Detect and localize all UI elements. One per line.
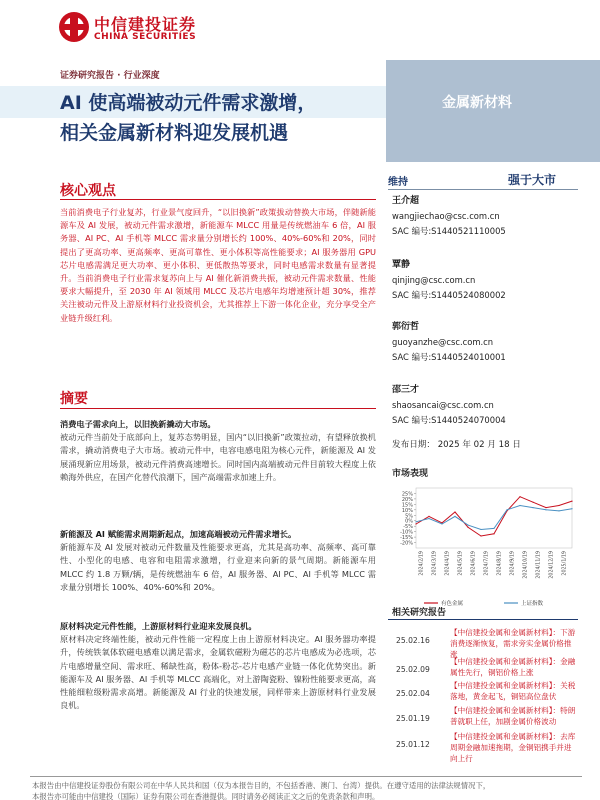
x-tick-label: 2024/3/19 xyxy=(432,551,438,576)
y-tick-label: 25% xyxy=(401,491,413,498)
analyst-email[interactable]: shaosancai@csc.com.cn xyxy=(392,400,494,410)
analyst-sac: SAC 编号:S1440524080002 xyxy=(392,290,506,300)
related-text[interactable]: 【中信建投金属和金属新材料】：金融属性先行，铜铝价格上涨 xyxy=(450,657,576,677)
analyst-name: 覃静 xyxy=(392,260,411,270)
series-point xyxy=(441,523,442,524)
x-tick-label: 2024/9/19 xyxy=(510,551,516,576)
analyst-name: 王介超 xyxy=(392,196,420,206)
summary-block-head: 新能源及 AI 赋能需求周期新起点，加速高端被动元件需求增长。 xyxy=(60,529,297,539)
analyst-email[interactable]: guoyanzhe@csc.com.cn xyxy=(392,337,494,347)
disclaimer-footer xyxy=(32,780,588,800)
summary-block-2 xyxy=(60,528,376,594)
analyst-name: 邵三才 xyxy=(392,385,420,395)
series-point xyxy=(545,509,546,510)
chart-frame xyxy=(416,488,572,548)
related-date: 25.02.04 xyxy=(396,689,430,698)
x-tick-label: 2024/11/19 xyxy=(536,551,542,579)
related-rule xyxy=(388,619,578,620)
brand-name-en: CHINA SECURITIES xyxy=(94,32,197,42)
analyst-name: 郭衍哲 xyxy=(392,322,420,332)
related-date: 25.02.16 xyxy=(396,636,430,645)
analyst-sac: SAC 编号:S1440521110005 xyxy=(392,226,506,236)
series-point xyxy=(519,505,520,506)
series-point xyxy=(428,516,429,517)
y-tick-label: 20% xyxy=(401,496,413,503)
disclaimer-line: 本报告由中信建投证券股份有限公司在中华人民共和国（仅为本报告目的，不包括香港、澳门、台湾）提供。在遵守适用的法律法规情况下， xyxy=(32,781,491,790)
series-point xyxy=(571,500,572,501)
y-tick-label: 15% xyxy=(401,502,413,509)
series-point xyxy=(519,496,520,497)
x-tick-label: 2024/2/19 xyxy=(419,551,425,576)
logo-emblem-icon xyxy=(58,11,90,43)
x-tick-label: 2025/1/19 xyxy=(562,551,568,576)
summary-block-body: 被动元件当前处于底部向上，复苏态势明显，国内“以旧换新”政策拉动，有望释放换机需求，撬动消费电子大市场。被动元件中，电容电感电阻为核心元件，新能源及 AI 发展涌现新应用场景，被动元件消费高速增长。同时国内高端被动元件目前较大程度上依赖海外供应，在国产化替代浪潮下，国产高端需求加速上升。 xyxy=(60,432,376,482)
series-point xyxy=(454,516,455,517)
analyst-card xyxy=(392,383,582,428)
analyst-sac: SAC 编号:S1440524010001 xyxy=(392,352,506,362)
series-point xyxy=(532,507,533,508)
industry-tag: 金属新材料 xyxy=(442,95,512,111)
series-line xyxy=(416,497,572,536)
summary-block-head: 原材料决定元件性能，上游原材料行业迎来发展良机。 xyxy=(60,621,257,631)
y-tick-label: -5% xyxy=(403,524,413,531)
series-point xyxy=(480,529,481,530)
related-date: 25.01.19 xyxy=(396,714,430,723)
related-text[interactable]: 【中信建投金属和金属新材料】：去库周期金融加速拖期，金铜铝携手并进向上行 xyxy=(450,732,576,763)
summary-block-head: 消费电子需求向上，以旧换新撬动大市场。 xyxy=(60,419,216,429)
series-point xyxy=(532,502,533,503)
x-tick-label: 2024/7/19 xyxy=(484,551,490,576)
analyst-sac: SAC 编号:S1440524070004 xyxy=(392,415,506,425)
legend-label: 有色金属 xyxy=(441,601,464,607)
analyst-card xyxy=(392,194,582,239)
series-point xyxy=(467,527,468,528)
series-point xyxy=(545,507,546,508)
y-tick-label: 0% xyxy=(405,518,413,525)
series-line xyxy=(416,506,572,530)
series-point xyxy=(558,505,559,506)
market-title: 市场表现 xyxy=(392,469,429,479)
core-rule xyxy=(60,199,376,200)
report-type: 证券研究报告 · 行业深度 xyxy=(60,71,160,81)
market-chart xyxy=(388,480,588,610)
series-point xyxy=(506,509,507,510)
related-text[interactable]: 【中信建投金属和金属新材料】：关税落地，黄金起飞，铜铝高位盘伏 xyxy=(450,681,576,701)
series-point xyxy=(571,508,572,509)
analyst-email[interactable]: qinjing@csc.com.cn xyxy=(392,275,476,285)
x-tick-label: 2024/4/19 xyxy=(445,551,451,576)
y-tick-label: -10% xyxy=(400,529,413,536)
related-text[interactable]: 【中信建投金属和金属新材料】：特朗普就职上任，加剧金属价格波动 xyxy=(450,706,576,726)
summary-block-1 xyxy=(60,418,376,484)
publish-date xyxy=(392,438,521,450)
analyst-card xyxy=(392,258,582,303)
related-date: 25.01.12 xyxy=(396,740,430,749)
series-point xyxy=(493,533,494,534)
summary-heading: 摘要 xyxy=(60,391,88,407)
core-heading: 核心观点 xyxy=(60,183,116,199)
publish-label: 发布日期： xyxy=(392,440,435,450)
y-tick-label: -15% xyxy=(400,535,413,542)
y-tick-label: -20% xyxy=(400,540,413,547)
series-point xyxy=(415,521,416,522)
company-logo xyxy=(58,8,218,48)
x-tick-label: 2024/10/19 xyxy=(523,551,529,579)
series-point xyxy=(480,535,481,536)
summary-block-body: 原材料决定终端性能，被动元件性能一定程度上由上游原材料决定。AI 服务器功率提升，传统铁氧体软磁电感难以满足需求，金属软磁粉为磁芯的芯片电感成为必选项，芯片电感增量空间、需求旺、稀缺性高，粉体-粉芯-芯片电感产业链一体化优势突出。新能源车及 AI 服务器、AI 手机等 MLCC 高端化，对上游陶瓷粉、镍粉性能要求更高，高性能细粒级粉需求高增。新能源及 AI 行业的快速发展，同样带来上游原材料行业发展良机。 xyxy=(60,634,376,711)
x-tick-label: 2024/6/19 xyxy=(471,551,477,576)
related-text[interactable]: 【中信建投金属和金属新材料】：下游消费逐渐恢复，需求旁实金属价格推涨 xyxy=(450,628,576,659)
summary-block-3 xyxy=(60,620,376,712)
x-tick-label: 2024/8/19 xyxy=(497,551,503,576)
brand-name-cn: 中信建投证券 xyxy=(94,15,197,34)
publish-value: 2025 年 02 月 18 日 xyxy=(437,440,521,450)
core-text: 当前消费电子行业复苏，行业景气度回升，“以旧换新”政策拔动替换大市场，伴随新能源车及 AI 发展，被动元件需求激增，新能源车 MLCC 用量是传统燃油车 6 倍，AI 服务器、AI PC、AI 手机等 MLCC 需求量分别增长约 100%、40%-60%和 20%，同时提出了更高功率、更高频率、更高可靠性、更小体积等高性能要求；AI 服务器用 GPU 芯片电感需满足更大功率、更小体积、更低散热等要求，同时电感需求数量有显著提升。当前消费电子行业需求复苏向上与 AI 催化新消费共振，被动元件需求数量、性能要求大幅提升，至 2030 年 AI 领域用 MLCC 及芯片电感年均增速预计超 30%，推荐关注被动元件及上游原材料行业投资机会，尤其推荐上下游一体化企业，充分享受全产业链升级红利。 xyxy=(60,207,376,323)
series-point xyxy=(454,511,455,512)
series-point xyxy=(415,523,416,524)
series-point xyxy=(558,510,559,511)
x-tick-label: 2024/5/19 xyxy=(458,551,464,576)
related-date: 25.02.09 xyxy=(396,665,430,674)
y-tick-label: 5% xyxy=(405,513,413,520)
rating-value: 强于大市 xyxy=(508,173,557,187)
footer-rule xyxy=(30,776,582,777)
series-point xyxy=(467,524,468,525)
summary-rule xyxy=(60,408,376,409)
legend-label: 上证指数 xyxy=(521,601,544,607)
y-tick-label: 10% xyxy=(401,507,413,514)
series-point xyxy=(493,528,494,529)
related-title: 相关研究报告 xyxy=(392,608,447,618)
series-point xyxy=(428,518,429,519)
rating-label: 维持 xyxy=(388,177,408,188)
disclaimer-line: 本报告亦可能由中信建投（国际）证券有限公司在香港提供。同时请务必阅读正文之后的免责条款和声明。 xyxy=(32,792,380,800)
analyst-email[interactable]: wangjiechao@csc.com.cn xyxy=(392,211,500,221)
analyst-card xyxy=(392,320,582,365)
report-title-line1: AI 使高端被动元件需求激增， xyxy=(60,92,317,114)
report-title-line2: 相关金属新材料迎发展机遇 xyxy=(60,122,289,144)
summary-block-body: 新能源车及 AI 发展对被动元件数量及性能要求更高，尤其是高功率、高频率、高可靠性、小型化的电感、电容和电阻需求激增，行业迎来向新的景气周期。新能源车用 MLCC 约 1.8 万颗/辆，是传统燃油车 6 倍，AI 服务器、AI PC、AI 手机等 MLCC 需求量分别增长 100%、40%-60%和 20%。 xyxy=(60,542,376,592)
x-tick-label: 2024/12/19 xyxy=(549,551,555,579)
